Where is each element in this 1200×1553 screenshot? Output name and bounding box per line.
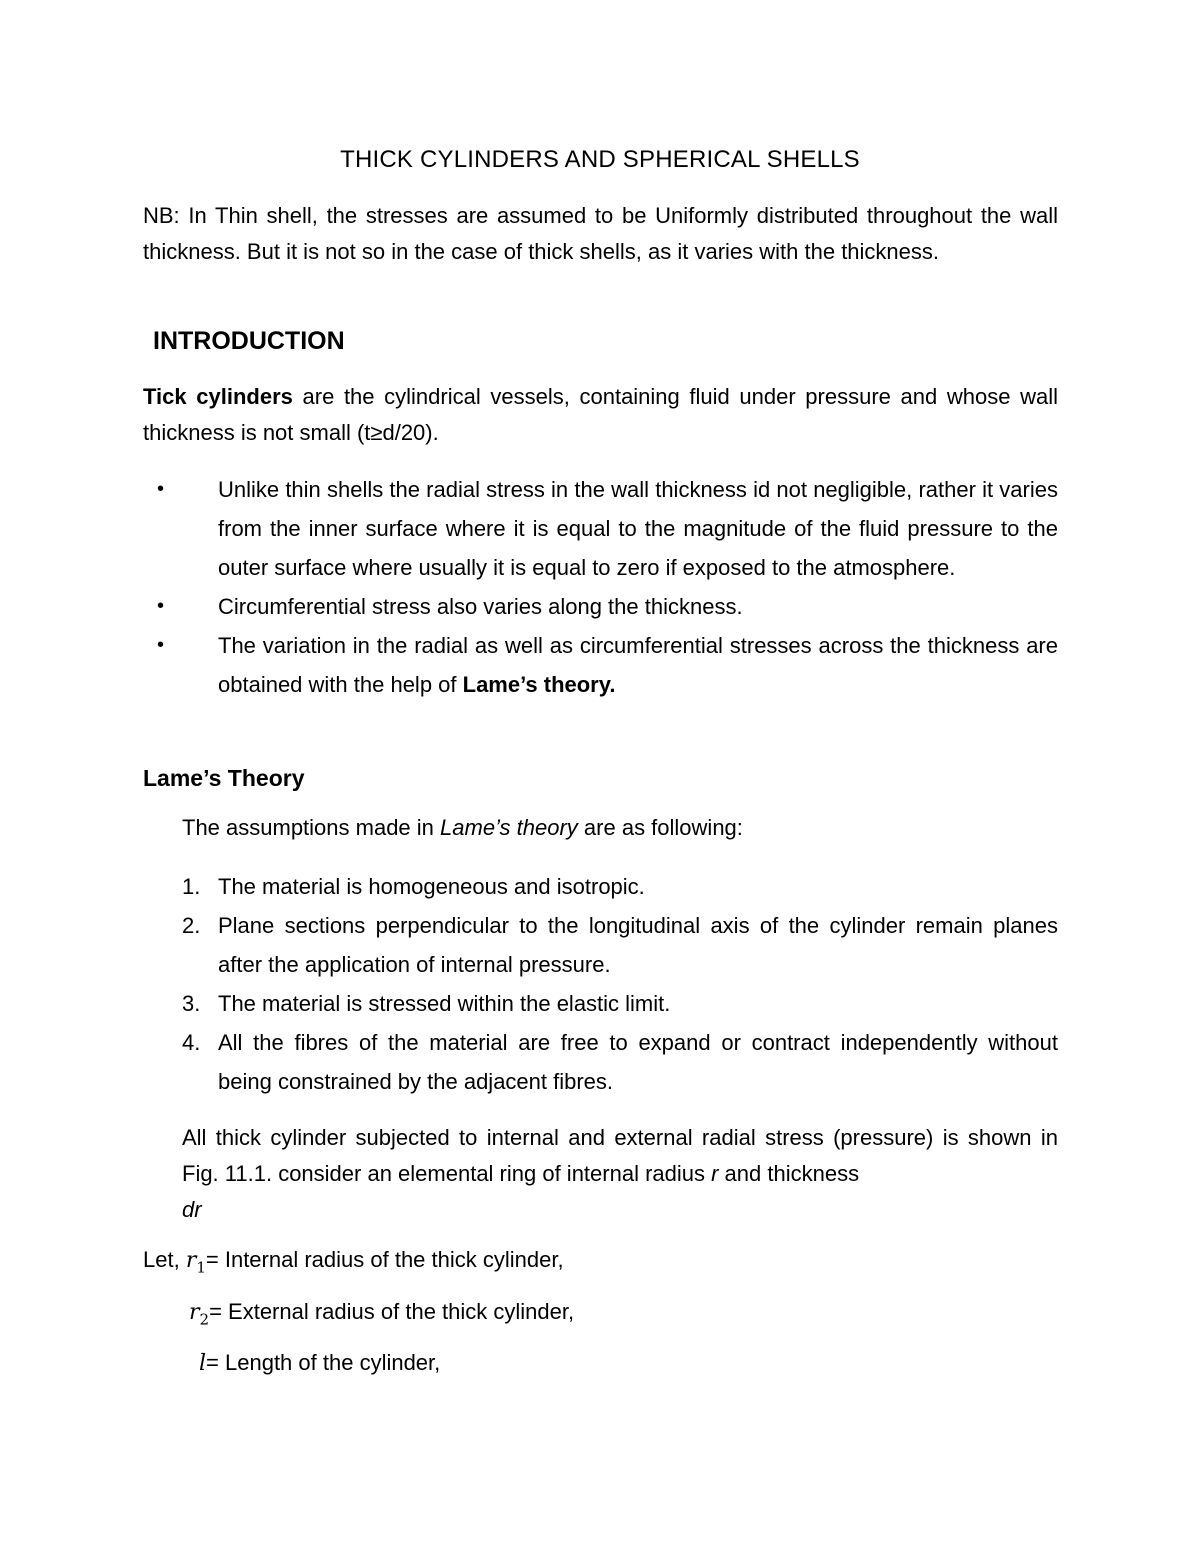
item-number: 2. [182,913,201,938]
list-item [182,867,1058,906]
assumptions-intro-after: are as following: [577,815,743,840]
nb-paragraph [143,198,1058,270]
assumptions-list [182,867,1058,1101]
list-item [182,906,1058,984]
definition-line-l [199,1350,440,1376]
definition-paragraph [143,379,1058,451]
item-text: Plane sections perpendicular to the longitudinal axis of the cylinder remain planes after the application of internal pressure. [218,913,1058,977]
bullet-icon: • [157,634,165,656]
item-text: The material is stressed within the elastic limit. [218,991,671,1016]
bullet-text: The variation in the radial as well as circumferential stresses across the thickness are obtained with the help of [218,633,1058,697]
symbol-dr: dr [182,1197,202,1222]
definition-text: = External radius of the thick cylinder, [209,1299,575,1324]
symbol-r: r [711,1161,719,1186]
bullet-bold-text: Lame’s theory. [462,672,616,697]
symbol-r1: $r_1$ [185,1248,206,1277]
assumptions-intro [182,815,743,841]
let-label: Let, [143,1247,186,1272]
bullet-icon: • [157,595,165,617]
list-item [153,470,1058,587]
list-item [182,1023,1058,1101]
item-text: The material is homogeneous and isotropic. [218,874,645,899]
definition-term: Tick cylinders [143,384,293,409]
item-number: 1. [182,874,201,899]
item-text: All the fibres of the material are free to expand or contract independently without being constrained by the adjacent fibres. [218,1030,1058,1094]
bullet-text: Circumferential stress also varies along the thickness. [218,594,743,619]
bullet-icon: • [157,478,165,500]
item-number: 3. [182,991,201,1016]
definition-text: are the cylindrical vessels, containing fluid under pressure and whose wall thickness is not small (t≥d/20). [143,384,1059,445]
list-item [153,587,1058,626]
assumptions-intro-italic: Lame’s theory [440,815,578,840]
symbol-l: l [199,1351,207,1376]
bullet-text: Unlike thin shells the radial stress in the wall thickness id not negligible, rather it varies from the inner surface where it is equal to the magnitude of the fluid pressure to the outer surface where usually it is equal to zero if exposed to the atmosphere. [218,477,1058,580]
symbol-r2: $r_2$ [189,1300,210,1329]
introduction-heading: INTRODUCTION [153,327,345,355]
paragraph-text-middle: and thickness [718,1161,860,1186]
paragraph-text-before: All thick cylinder subjected to internal and external radial stress (pressure) is shown in Fig. 11.1. consider an elemental ring of internal radius [182,1125,1058,1186]
assumptions-intro-before: The assumptions made in [182,815,441,840]
definition-line-r2 [189,1299,574,1328]
definition-text: = Internal radius of the thick cylinder, [205,1247,564,1272]
list-item [182,984,1058,1023]
document-title: THICK CYLINDERS AND SPHERICAL SHELLS [340,146,860,173]
item-number: 4. [182,1030,201,1055]
elemental-ring-paragraph [182,1120,1058,1228]
lames-theory-heading: Lame’s Theory [143,765,305,791]
definition-line-r1 [143,1247,564,1276]
introduction-bullet-list [153,470,1058,704]
list-item [153,626,1058,704]
nb-text: NB: In Thin shell, the stresses are assumed to be Uniformly distributed throughout the wall thickness. But it is not so in the case of thick shells, as it varies with the thickness. [143,203,1058,264]
definition-text: = Length of the cylinder, [206,1350,441,1375]
